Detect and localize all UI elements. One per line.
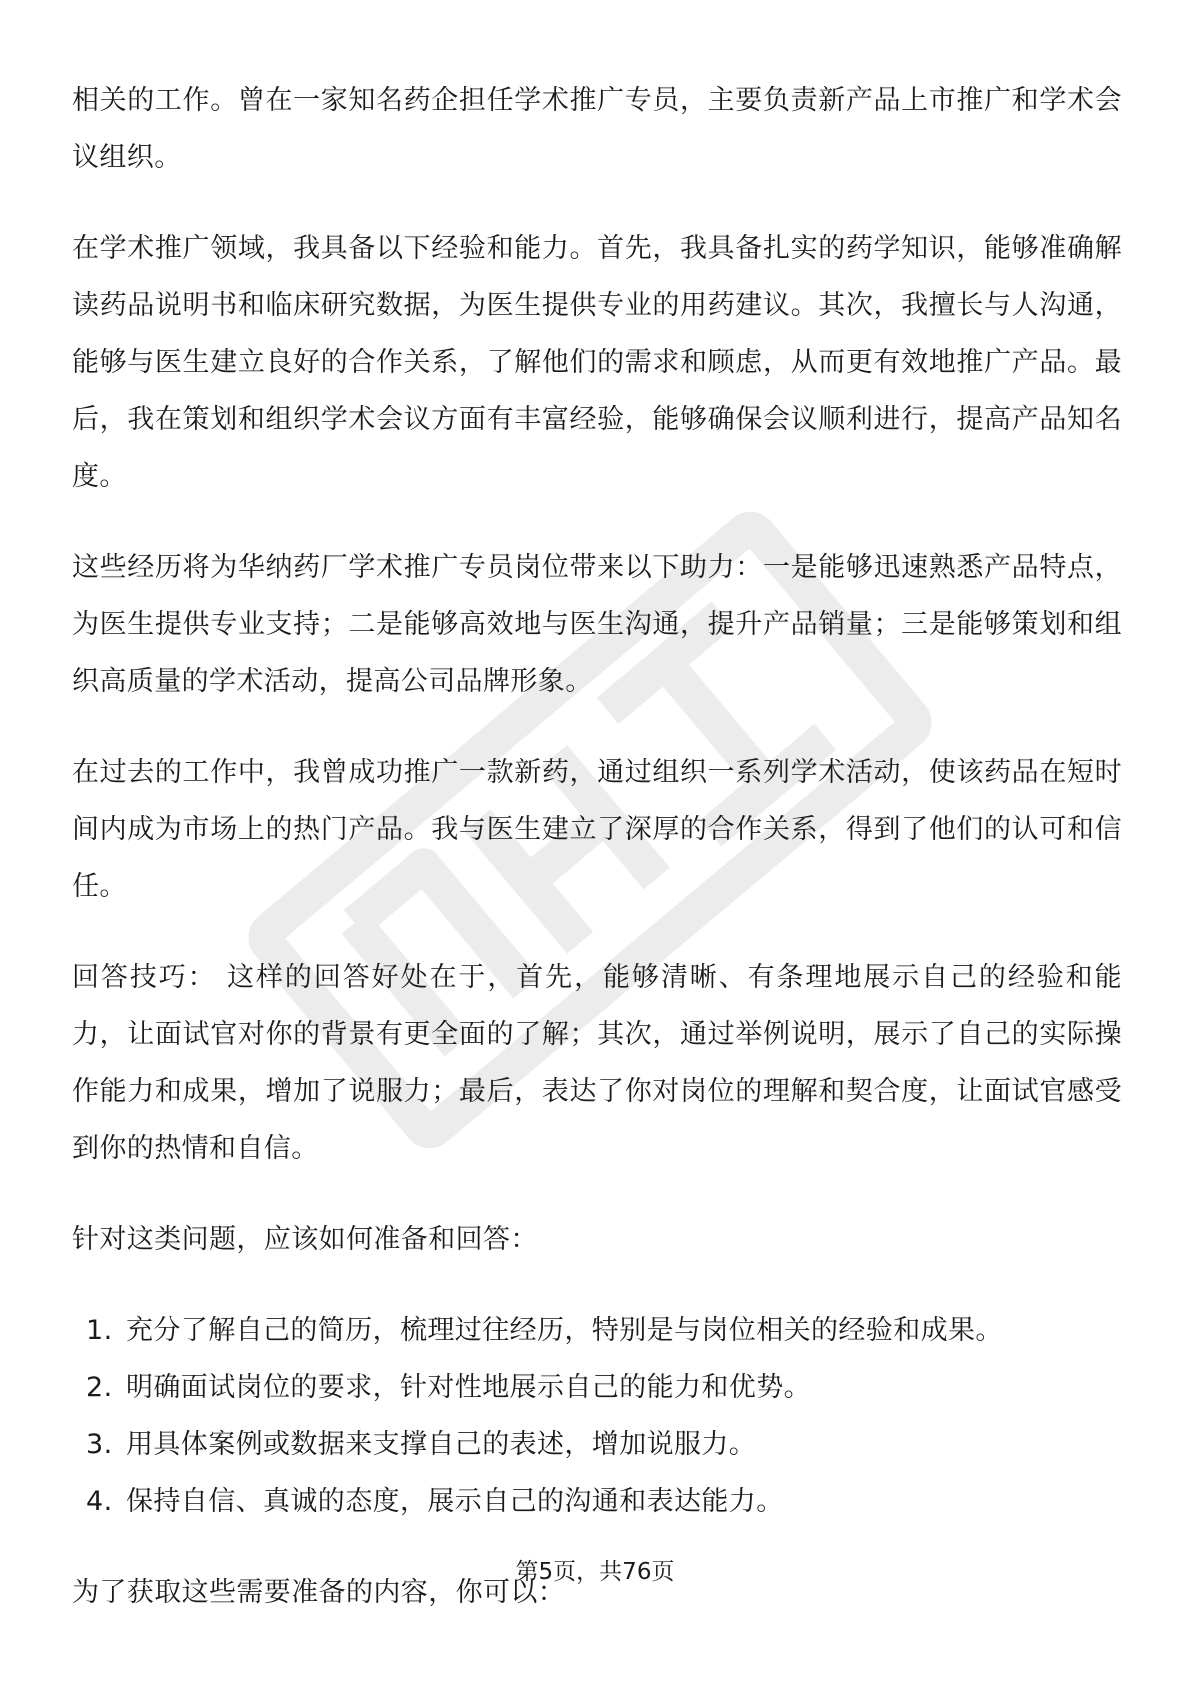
- list-item: [72, 1359, 1122, 1416]
- paragraph-answer-tips: 回答技巧： 这样的回答好处在于，首先，能够清晰、有条理地展示自己的经验和能力，让面试官对你的背景有更全面的了解；其次，通过举例说明，展示了自己的实际操作能力和成果，增加了说服力；最后，表达了你对岗位的理解和契合度，让面试官感受到你的热情和自信。: [72, 962, 1122, 1164]
- list-item: [72, 1473, 1122, 1530]
- list-item-text: 明确面试岗位的要求，针对性地展示自己的能力和优势。: [126, 1372, 811, 1403]
- document-body: [72, 72, 1122, 1655]
- list-item-number: 4.: [86, 1486, 113, 1517]
- preparation-list: [72, 1302, 1122, 1530]
- list-item: [72, 1416, 1122, 1473]
- list-item: [72, 1302, 1122, 1359]
- list-item-number: 1.: [86, 1315, 113, 1346]
- paragraph-achievement: 在过去的工作中，我曾成功推广一款新药，通过组织一系列学术活动，使该药品在短时间内成为市场上的热门产品。我与医生建立了深厚的合作关系，得到了他们的认可和信任。: [72, 757, 1122, 902]
- list-item-text: 保持自信、真诚的态度，展示自己的沟通和表达能力。: [126, 1486, 784, 1517]
- list-item-text: 用具体案例或数据来支撑自己的表述，增加说服力。: [126, 1429, 757, 1460]
- paragraph-intro: 相关的工作。曾在一家知名药企担任学术推广专员，主要负责新产品上市推广和学术会议组织。: [72, 85, 1122, 173]
- paragraph-closing: 为了获取这些需要准备的内容，你可以：: [72, 1577, 566, 1608]
- list-item-number: 3.: [86, 1429, 113, 1460]
- paragraph-experience: 在学术推广领域，我具备以下经验和能力。首先，我具备扎实的药学知识，能够准确解读药品说明书和临床研究数据，为医生提供专业的用药建议。其次，我擅长与人沟通，能够与医生建立良好的合作关系，了解他们的需求和顾虑，从而更有效地推广产品。最后，我在策划和组织学术会议方面有丰富经验，能够确保会议顺利进行，提高产品知名度。: [72, 233, 1122, 492]
- page-number-footer: 第5页，共76页: [515, 1559, 675, 1585]
- paragraph-contribution: 这些经历将为华纳药厂学术推广专员岗位带来以下助力：一是能够迅速熟悉产品特点，为医生提供专业支持；二是能够高效地与医生沟通，提升产品销量；三是能够策划和组织高质量的学术活动，提高公司品牌形象。: [72, 552, 1122, 697]
- list-item-number: 2.: [86, 1372, 113, 1403]
- list-item-text: 充分了解自己的简历，梳理过往经历，特别是与岗位相关的经验和成果。: [126, 1315, 1003, 1346]
- paragraph-preparation-question: 针对这类问题，应该如何准备和回答：: [72, 1224, 538, 1255]
